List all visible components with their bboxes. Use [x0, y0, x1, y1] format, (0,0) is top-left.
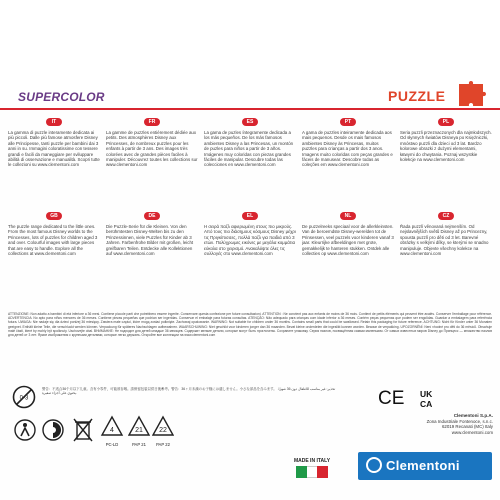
lang-text: Seria puzzli przeznaczonych dla najmłodszych. Od słynnych światów Disneya po Księżniczki, mnóstwo puzzli dla dzieci od 3 lat. Bardzo kolorowe obrazki z dużymi elementami, łatwymi do chwytania. Poznaj wszystkie kolekcje na www.clementoni.com: [400, 130, 492, 163]
lang-text: Η σειρά παζλ αφιερωμένη στους πιο μικρούς. Από τους πιο διάσημους κόσμους Disney μέχρι τις Πριγκίπισσες, πολλά παζλ για παιδιά από 3 ετών. Πολύχρωμες εικόνες με μεγάλα κομμάτια εύκολα στο χειρισμό. Ανακαλύψτε όλες τις συλλογές στο www.clementoni.com: [204, 224, 296, 257]
svg-text:22: 22: [159, 427, 167, 434]
recycle-label: PAP 22: [156, 442, 170, 447]
lang-text: La gamme de puzzles entièrement dédiée aux petits. Des atmosphères Disney aux Princesses, de nombreux puzzles pour les enfants à partir de 3 ans. Des images très colorées avec de grandes pièces faciles à manipuler. Découvrez toutes les collections sur www.clementoni.com: [106, 130, 198, 168]
lang-block-pl: [400, 118, 492, 198]
lang-text: La gama de puzles íntegramente dedicada a los más pequeños. De los más famosos ambientes Disney a las Princesas, un montón de puzles para niños a partir de 3 años. Imágenes muy coloridas con piezas grandes fáciles de manipular. Descubre todas las colecciones en www.clementoni.com: [204, 130, 294, 168]
ukca-ca-text: CA: [420, 399, 433, 409]
lang-text: Řada puzzlí věnovaná nejmenším. Od nejslavnějších světů Disney až po Princezny, spousta puzzlí pro děti od 3 let. Barevné obrázky s velkými dílky, se kterými se snadno manipuluje. Objevte všechny kolekce na www.clementoni.com: [400, 224, 489, 257]
clementoni-logo-text: Clementoni: [386, 458, 460, 473]
recycle-pcld-icon: [100, 415, 124, 447]
lang-text: Die Puzzle-Serie für die Kleinen. Von den berühmtesten Disney-Welten bis zu den Prinzessinnen, viele Puzzles für Kinder ab 3 Jahren. Farbenfrohe Bilder mit großen, leicht greifbaren Teilen. Entdecke alle Kollektionen auf www.clementoni.com: [106, 224, 194, 257]
header-band: [0, 0, 500, 108]
lang-badge: ES: [242, 118, 258, 126]
made-in-label: MADE IN ITALY: [293, 458, 331, 464]
puzzle-piece-icon: [455, 78, 493, 108]
lang-badge: FR: [144, 118, 160, 126]
svg-text:0-3: 0-3: [19, 395, 29, 402]
company-website[interactable]: www.clementoni.com: [451, 429, 493, 435]
svg-text:21: 21: [135, 427, 143, 434]
legal-warning-text: [8, 312, 492, 382]
company-name: Clementoni S.p.A.: [453, 413, 493, 418]
supercolor-logo: SUPERCOLOR: [18, 90, 105, 104]
clementoni-mark-icon: [366, 457, 382, 473]
lang-block-pt: [302, 118, 394, 198]
header-divider: [0, 108, 500, 110]
legal-text: ATTENZIONE: Non adatto a bambini di età inferiore a 36 mesi. Contiene piccole parti che potrebbero essere ingerite. Conservare questa confezione per future consultazioni. ATTENTION : Ne convient pas aux enfants de moins de 36 mois. Contient de petits éléments qui peuvent être avalés. Conserver l'emballage pour référence. ADVERTENCIA: No apto para niños menores de 36 meses. Contiene piezas pequeñas que podrían ser ingeridas. Conservar el embalaje para futuras consultas. ATENÇÃO: Não adequado para crianças com idade inferior a 36 meses. Contém peças pequenas que podem ser engolidas. Guardar a embalagem para referência futura. UWAGA: Nie nadaje się dla dzieci poniżej 36 miesięcy. Zawiera małe części, które mogą zostać połknięte. Zachowaj opakowanie. WARNING: Not suitable for children under 36 months. Contains small parts that could be swallowed. Retain this packaging for future reference. ACHTUNG: Nicht für Kinder unter 36 Monaten geeignet. Enthält kleine Teile, die verschluckt werden können. Verpackung für späteres Nachschlagen aufbewahren. WAARSCHUWING: Niet geschikt voor kinderen jonger dan 36 maanden. Bevat kleine onderdelen die ingeslikt kunnen worden. Bewaar de verpakking. UPOZORNĚNÍ: Není vhodné pro děti do 36 měsíců. Obsahuje malé části, které by mohly být spolknuty. Uschovejte obal. ВНИМАНИЕ: Не подходит для детей младше 36 месяцев. Содержит мелкие детали, которые могут быть проглочены. Сохраните упаковку.: [8, 312, 492, 333]
lang-badge: EL: [242, 212, 258, 220]
lang-badge: DE: [144, 212, 160, 220]
lang-block-fr: [106, 118, 198, 198]
product-title: PUZZLE: [388, 88, 446, 104]
ce-mark-icon: [378, 387, 404, 407]
warning-row: [12, 385, 487, 411]
green-dot-icon: [42, 419, 64, 441]
recycle-pap22-icon: [152, 415, 174, 447]
asian-warning-text: 警告：不适合36个月以下儿童。含有小零件，可能被吞咽。請保留包裝以供日後參考。警告：36ヶ月未満のお子様には適しません。小さな部品を含みます。 تحذير: غير مناسب للأطفال دون 36 شهرًا. يحتوي على أجزاء صغيرة.: [42, 387, 336, 396]
svg-text:4: 4: [110, 427, 114, 434]
ukca-mark-icon: [418, 387, 442, 409]
recycling-marks: [14, 415, 174, 449]
recycle-label: PAP 21: [132, 442, 146, 447]
lang-block-nl: [302, 212, 394, 292]
lang-badge: PT: [340, 118, 356, 126]
age-warning-icon: [12, 385, 36, 409]
lang-badge: NL: [340, 212, 356, 220]
language-grid: [8, 118, 492, 310]
recycle-label: PC-LD: [105, 442, 119, 447]
lang-text: A gama de puzzles inteiramente dedicada aos mais pequenos. Desde os mais famosos ambientes Disney às Princesas, muitos puzzles para crianças a partir dos 3 anos. Imagens muito coloridas com peças grandes e fáceis de manusear. Descobre todas as coleções em www.clementoni.com: [302, 130, 393, 168]
company-address: [388, 413, 493, 447]
lang-block-gb: [8, 212, 100, 292]
bin-crossed-icon: [72, 417, 94, 445]
lang-text: La gamma di puzzle interamente dedicata ai più piccoli. Dalle più famose atmosfere Disney alle Principesse, tanti puzzle per bambini dai 3 anni in su. Immagini coloratissime con tessere grandi e facili da maneggiare per sviluppare abilità di osservazione e manualità. Scopri tutte le collezioni su www.clementoni.com: [8, 130, 100, 168]
lang-badge: GB: [46, 212, 62, 220]
lang-text: De puzzelreeks speciaal voor de allerkleinsten. Van de beroemdste Disney-werelden tot de Prinsessen, veel puzzels voor kinderen vanaf 3 jaar. Kleurrijke afbeeldingen met grote, gemakkelijk te hanteren stukken. Ontdek alle collecties op www.clementoni.com: [302, 224, 394, 257]
clementoni-logo: [358, 452, 492, 480]
tidyman-icon: [14, 419, 36, 441]
recycle-pap21-icon: [128, 415, 150, 447]
lang-badge: IT: [46, 118, 62, 126]
lang-block-cz: [400, 212, 492, 292]
lang-block-el: [204, 212, 296, 292]
ce-mark-text: CE: [378, 388, 404, 407]
lang-badge: PL: [438, 118, 454, 126]
legal-text-ru: Серия пазлов, посвящённая самым маленьким. От самых известных миров Disney до Принцесс — множество пазлов для детей от 3 лет. Яркие изображения с крупными деталями, которые легко держать. Откройте все коллекции на www.clementoni.com: [8, 328, 492, 338]
ukca-uk-text: UK: [420, 389, 433, 399]
lang-block-de: [106, 212, 198, 292]
company-address-line: 62019 Recanati (MC) Italy: [441, 424, 493, 430]
company-address-line: Zona Industriale Fontenoce, s.n.c.: [426, 418, 493, 424]
lang-block-es: [204, 118, 296, 198]
lang-badge: CZ: [438, 212, 454, 220]
lang-text: The puzzle range dedicated to the little ones. From the most famous Disney worlds to the Princesses, lots of puzzles for children aged 3 and over. Colourful images with large pieces that are easy to handle. Explore all the collections at www.clementoni.com: [8, 224, 98, 257]
italy-flag-icon: [296, 466, 328, 478]
lang-block-it: [8, 118, 100, 198]
